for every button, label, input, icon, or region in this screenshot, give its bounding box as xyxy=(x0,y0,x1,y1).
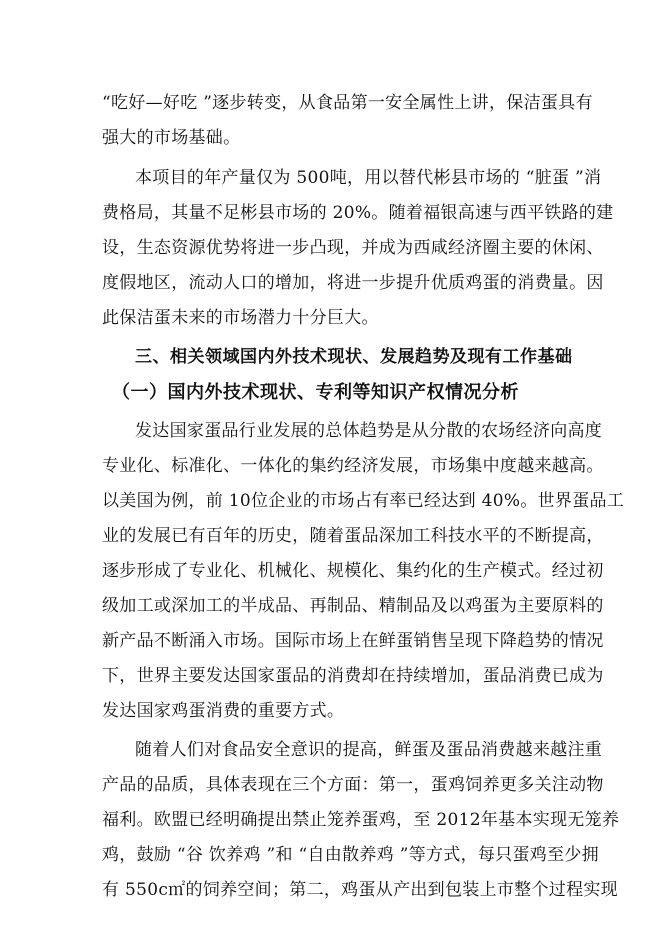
paragraph-line: 业的发展已有百年的历史，随着蛋品深加工科技水平的不断提高， xyxy=(102,526,604,546)
paragraph-line: 福利。欧盟已经明确提出禁止笼养蛋鸡，至 2012年基本实现无笼养 xyxy=(102,810,620,830)
paragraph-line: 此保洁蛋未来的市场潜力十分巨大。 xyxy=(102,308,379,328)
paragraph-line: 逐步形成了专业化、机械化、规模化、集约化的生产模式。经过初 xyxy=(102,561,604,581)
paragraph-line: “吃好—好吃 ”逐步转变，从食品第一安全属性上讲，保洁蛋具有 xyxy=(102,93,593,113)
paragraph-line: 度假地区，流动人口的增加，将进一步提升优质鸡蛋的消费量。因 xyxy=(102,273,604,293)
paragraph-line: 设，生态资源优势将进一步凸现，并成为西咸经济圈主要的休闲、 xyxy=(102,238,604,258)
paragraph-line: 鸡，鼓励 “谷 饮养鸡 ”和 “自由散养鸡 ”等方式，每只蛋鸡至少拥 xyxy=(102,845,599,865)
subsection-heading: （一）国内外技术现状、专利等知识产权情况分析 xyxy=(112,382,519,403)
paragraph-line: 下，世界主要发达国家蛋品的消费却在持续增加，蛋品消费已成为 xyxy=(102,666,604,686)
paragraph-line: 级加工或深加工的半成品、再制品、精制品及以鸡蛋为主要原料的 xyxy=(102,596,604,616)
section-heading: 三、相关领域国内外技术现状、发展趋势及现有工作基础 xyxy=(135,347,573,367)
paragraph-line: 有 550c㎡的饲养空间；第二，鸡蛋从产出到包装上市整个过程实现 xyxy=(102,880,618,900)
paragraph-line: 产品的品质，具体表现在三个方面：第一，蛋鸡饲养更多关注动物 xyxy=(102,775,604,795)
paragraph-line: 费格局，其量不足彬县市场的 20%。随着福银高速与西平铁路的建 xyxy=(102,203,614,223)
paragraph-line: 发达国家蛋品行业发展的总体趋势是从分散的农场经济向高度 xyxy=(135,421,603,441)
paragraph-line: 随着人们对食品安全意识的提高，鲜蛋及蛋品消费越来越注重 xyxy=(135,740,603,760)
paragraph-line: 本项目的年产量仅为 500吨，用以替代彬县市场的 “脏蛋 ”消 xyxy=(135,168,602,188)
paragraph-line: 以美国为例，前 10位企业的市场占有率已经达到 40%。世界蛋品工 xyxy=(102,491,625,511)
paragraph-line: 发达国家鸡蛋消费的重要方式。 xyxy=(102,701,345,721)
paragraph-line: 专业化、标准化、一体化的集约经济发展，市场集中度越来越高。 xyxy=(102,456,604,476)
paragraph-line: 强大的市场基础。 xyxy=(102,128,241,148)
paragraph-line: 新产品不断涌入市场。国际市场上在鲜蛋销售呈现下降趋势的情况 xyxy=(102,631,604,651)
